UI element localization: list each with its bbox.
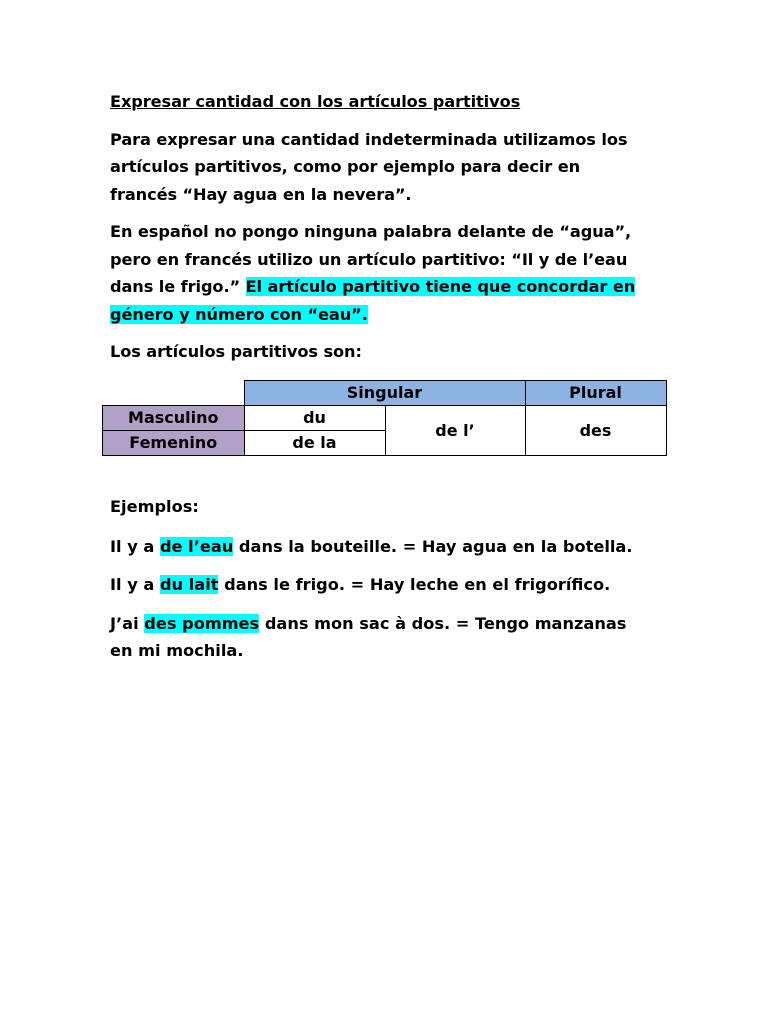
table-corner-cell <box>103 381 245 406</box>
example-prefix: J’ai <box>110 613 145 633</box>
example-highlight: du lait <box>159 575 219 594</box>
example-prefix: Il y a <box>110 536 160 556</box>
example-item <box>110 610 650 665</box>
example-suffix: dans mon sac à dos. = Tengo manzanas en mi mochila. <box>110 613 627 660</box>
partitive-table-wrapper <box>102 380 667 456</box>
page-title: Expresar cantidad con los artículos partitivos <box>110 92 521 111</box>
example-highlight: de l’eau <box>159 536 234 556</box>
partitive-articles-table <box>102 380 667 456</box>
cell-de-la: de la <box>244 431 385 456</box>
example-suffix: dans le frigo. = Hay leche en el frigorífico. <box>218 575 611 594</box>
explanation-paragraph <box>110 218 650 328</box>
cell-des: des <box>525 406 666 456</box>
example-highlight: des pommes <box>144 613 260 633</box>
row-label-masculino: Masculino <box>103 406 245 431</box>
table-intro: Los artículos partitivos son: <box>110 342 362 361</box>
example-item <box>110 533 650 561</box>
examples-section <box>110 493 650 676</box>
cell-de-l: de l’ <box>385 406 525 456</box>
examples-heading: Ejemplos: <box>110 497 199 516</box>
table-row-masculino <box>103 406 667 431</box>
cell-du: du <box>244 406 385 431</box>
intro-paragraph: Para expresar una cantidad indeterminada utilizamos los artículos partitivos, como por ejemplo para decir en francés “Hay agua en la nevera”. <box>110 129 628 204</box>
explanation-text: En español no pongo ninguna palabra delante de “agua”, pero en francés utilizo un artículo partitivo: “Il y de l’eau dans le frigo.” <box>110 222 632 296</box>
header-plural: Plural <box>525 381 666 406</box>
document-body <box>110 88 650 376</box>
example-prefix: Il y a <box>110 575 160 594</box>
table-header-row <box>103 381 667 406</box>
example-suffix: dans la bouteille. = Hay agua en la botella. <box>233 536 633 556</box>
row-label-femenino: Femenino <box>103 431 245 456</box>
example-item <box>110 571 650 599</box>
highlighted-rule: El artículo partitivo tiene que concordar en género y número con “eau”. <box>110 277 636 324</box>
header-singular: Singular <box>244 381 525 406</box>
